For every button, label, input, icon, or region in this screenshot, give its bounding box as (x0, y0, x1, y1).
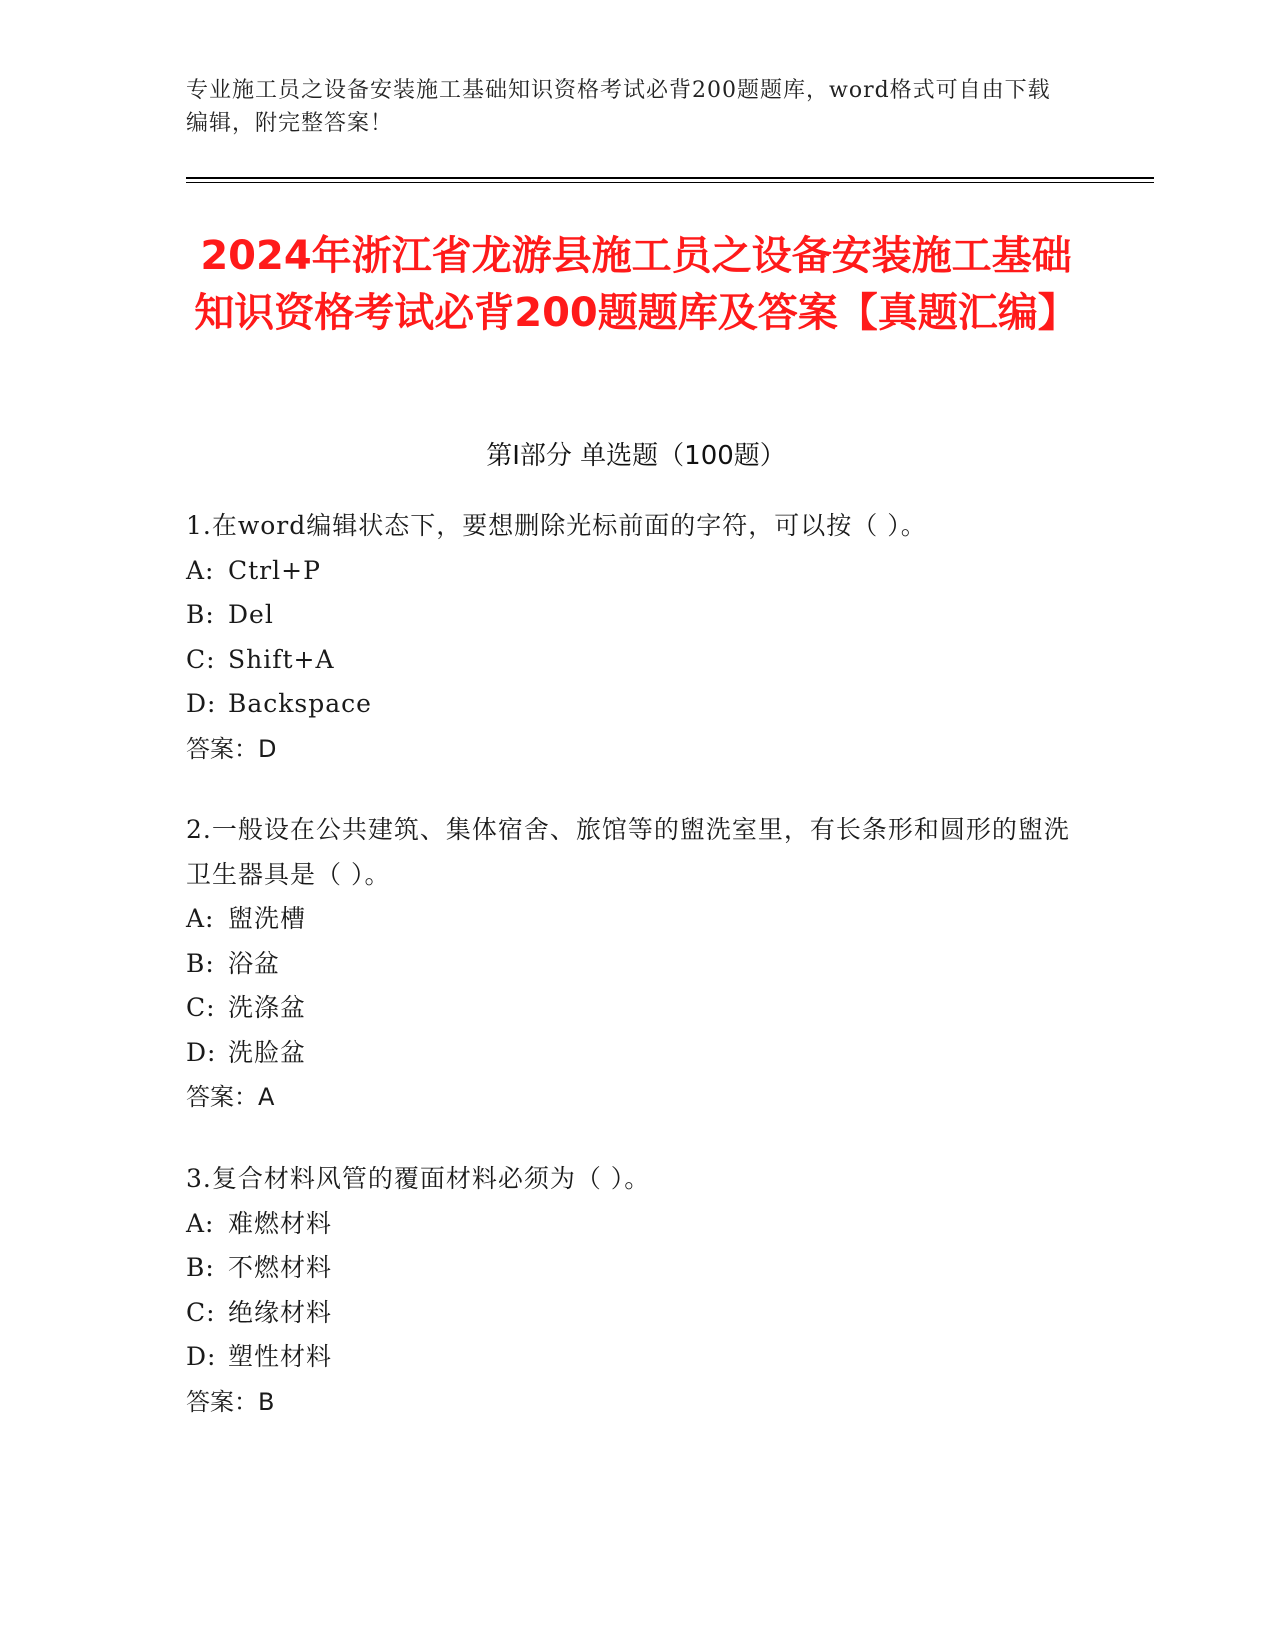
option-text: Del (228, 600, 274, 629)
answer-line (186, 727, 1086, 772)
option-c (186, 638, 1086, 683)
option-text: 盥洗槽 (228, 904, 307, 933)
option-letter: D: (186, 689, 217, 718)
option-text: 绝缘材料 (228, 1297, 333, 1327)
header-note: 专业施工员之设备安装施工基础知识资格考试必背200题题库，word格式可自由下载编辑，附完整答案！ (186, 78, 1051, 136)
option-d (186, 682, 1086, 727)
option-b (186, 1246, 1086, 1291)
option-text: 塑性材料 (228, 1342, 333, 1371)
option-text: Backspace (228, 689, 372, 718)
option-letter: D: (186, 1342, 217, 1371)
option-text: 洗脸盆 (228, 1037, 307, 1067)
option-b (186, 593, 1086, 638)
answer-line (186, 1075, 1086, 1120)
document-title: 2024年浙江省龙游县施工员之设备安装施工基础知识资格考试必背200题题库及答案【真题汇编】 (194, 233, 1078, 336)
question-3 (186, 1157, 1086, 1424)
section-heading: 第I部分 单选题（100题） (486, 441, 786, 471)
option-b (186, 942, 1086, 987)
option-text: 难燃材料 (228, 1208, 333, 1238)
option-c (186, 1291, 1086, 1336)
question-2 (186, 808, 1086, 1120)
option-d (186, 1031, 1086, 1076)
option-letter: A: (186, 1208, 215, 1238)
option-letter: C: (186, 1297, 216, 1327)
question-stem: 3.复合材料风管的覆面材料必须为（ ）。 (186, 1164, 651, 1193)
answer-value: A (258, 1083, 275, 1111)
header-rule-thin (186, 182, 1154, 183)
answer-line (186, 1380, 1086, 1425)
option-text: 洗涤盆 (228, 993, 307, 1022)
option-letter: B: (186, 600, 215, 629)
question-stem: 1.在word编辑状态下，要想删除光标前面的字符，可以按（ ）。 (186, 511, 927, 540)
option-letter: C: (186, 993, 216, 1022)
option-letter: B: (186, 948, 215, 978)
option-letter: C: (186, 644, 216, 674)
option-text: 浴盆 (228, 948, 281, 978)
option-text: 不燃材料 (228, 1253, 333, 1282)
option-text: Shift+A (228, 644, 335, 674)
answer-value: D (258, 734, 277, 763)
answer-label: 答案： (186, 1387, 258, 1416)
option-letter: A: (186, 555, 215, 585)
answer-label: 答案： (186, 734, 258, 763)
question-1 (186, 504, 1086, 771)
header-rule-thick (186, 177, 1154, 179)
option-a (186, 549, 1086, 594)
option-a (186, 1202, 1086, 1247)
answer-value: B (258, 1387, 275, 1416)
question-stem: 2.一般设在公共建筑、集体宿舍、旅馆等的盥洗室里，有长条形和圆形的盥洗卫生器具是（ ）。 (186, 815, 1070, 889)
option-letter: B: (186, 1253, 215, 1282)
option-letter: D: (186, 1037, 217, 1067)
option-d (186, 1335, 1086, 1380)
option-letter: A: (186, 904, 215, 933)
option-text: Ctrl+P (228, 555, 321, 585)
option-c (186, 986, 1086, 1031)
answer-label: 答案： (186, 1083, 258, 1111)
option-a (186, 897, 1086, 942)
